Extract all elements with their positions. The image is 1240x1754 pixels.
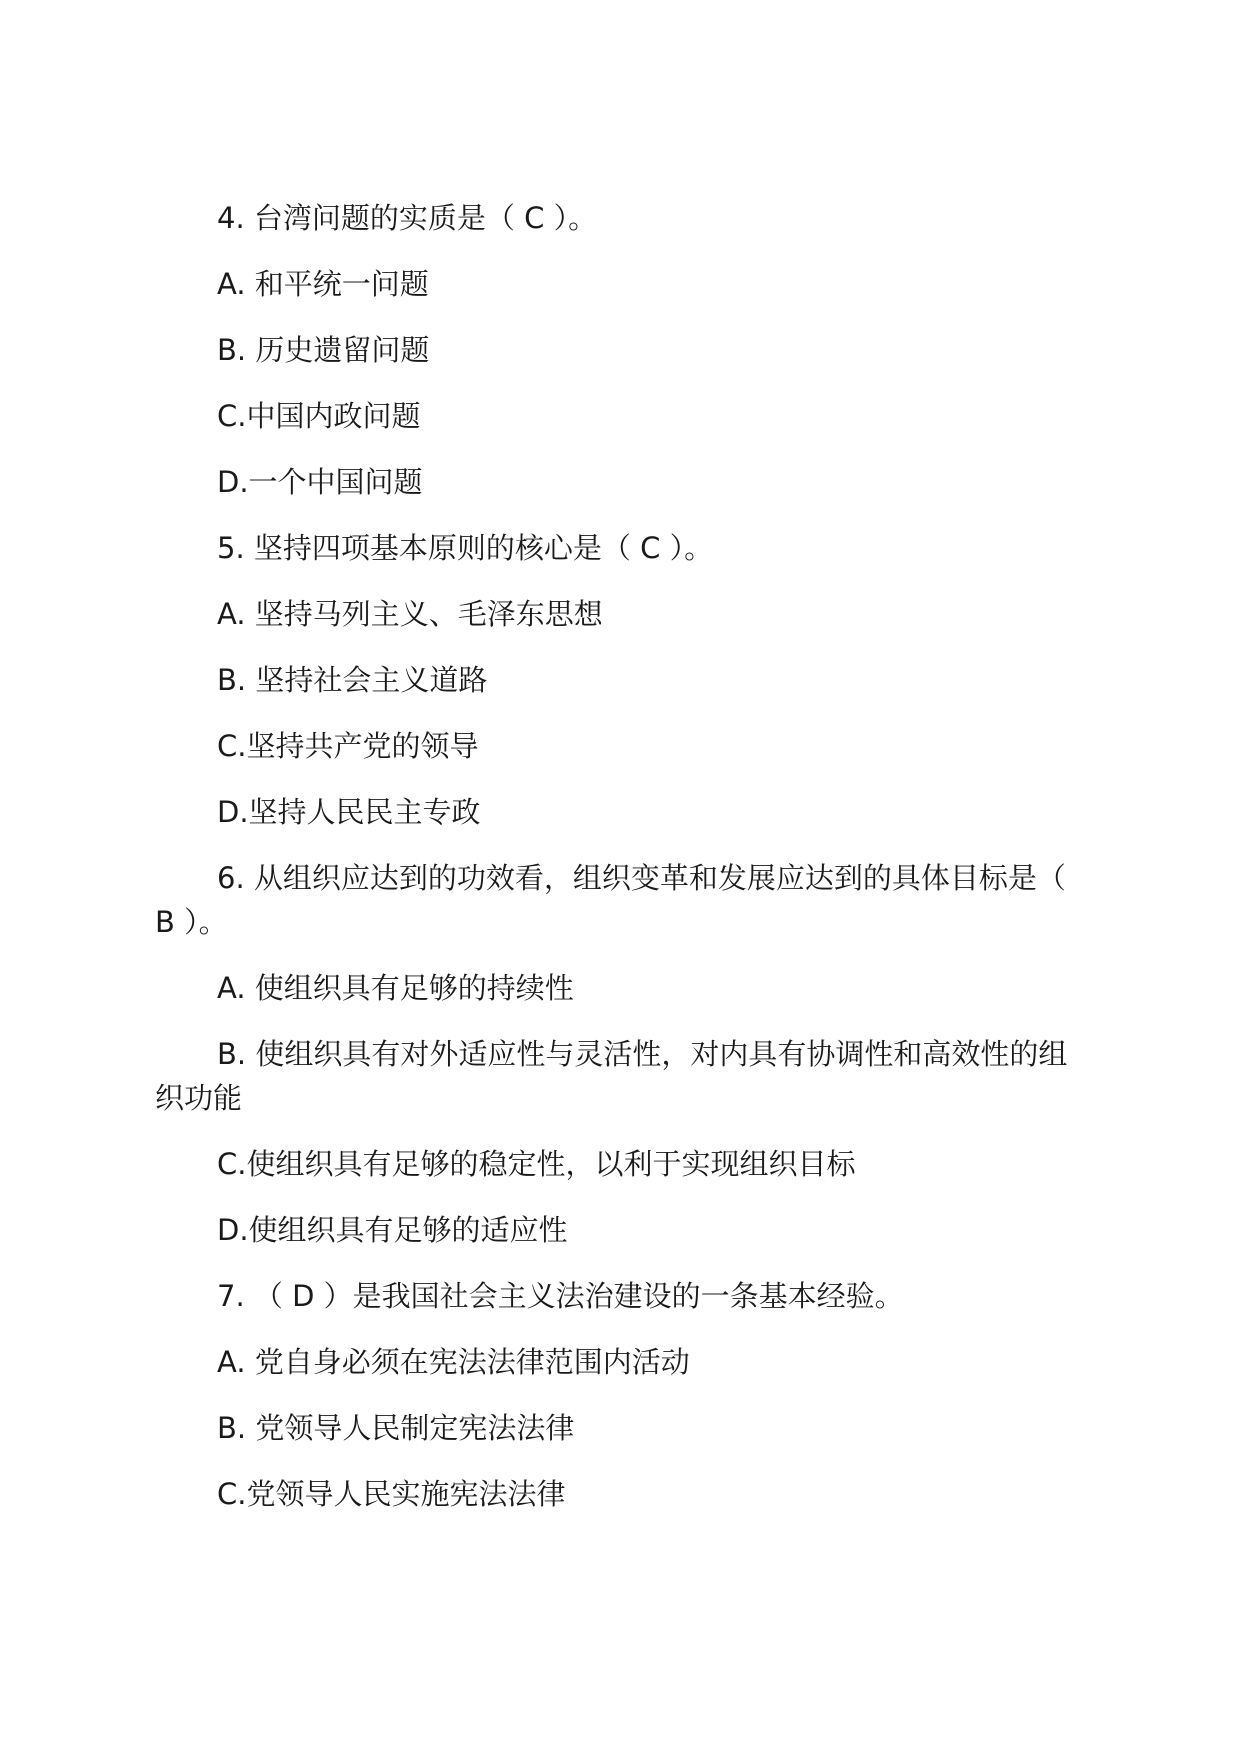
question-5-option-d: D.坚持人民民主专政	[217, 795, 481, 829]
question-7-option-b: B. 党领导人民制定宪法法律	[217, 1411, 575, 1445]
question-6-option-d: D.使组织具有足够的适应性	[217, 1213, 568, 1247]
question-4-option-b: B. 历史遗留问题	[217, 333, 430, 367]
question-5-option-b: B. 坚持社会主义道路	[217, 663, 488, 697]
question-4-option-a: A. 和平统一问题	[217, 267, 429, 301]
question-5-option-c: C.坚持共产党的领导	[217, 729, 479, 763]
question-7-option-a: A. 党自身必须在宪法法律范围内活动	[217, 1345, 690, 1379]
question-6-option-b: B. 使组织具有对外适应性与灵活性，对内具有协调性和高效性的组织功能	[155, 1037, 1068, 1115]
question-4-option-d: D.一个中国问题	[217, 465, 423, 499]
question-6-option-c: C.使组织具有足够的稳定性，以利于实现组织目标	[217, 1147, 856, 1181]
question-5-option-a: A. 坚持马列主义、毛泽东思想	[217, 597, 603, 631]
question-7-stem: 7. （ D ）是我国社会主义法治建设的一条基本经验。	[217, 1279, 904, 1313]
question-list	[155, 196, 1085, 1516]
question-4-option-c: C.中国内政问题	[217, 399, 421, 433]
question-6-option-a: A. 使组织具有足够的持续性	[217, 971, 574, 1005]
question-7-option-c: C.党领导人民实施宪法法律	[217, 1477, 566, 1511]
question-6-stem: 6. 从组织应达到的功效看，组织变革和发展应达到的具体目标是（ B ）。	[155, 861, 1066, 939]
question-4-stem: 4. 台湾问题的实质是（ C ）。	[217, 201, 598, 235]
question-5-stem: 5. 坚持四项基本原则的核心是（ C ）。	[217, 531, 714, 565]
